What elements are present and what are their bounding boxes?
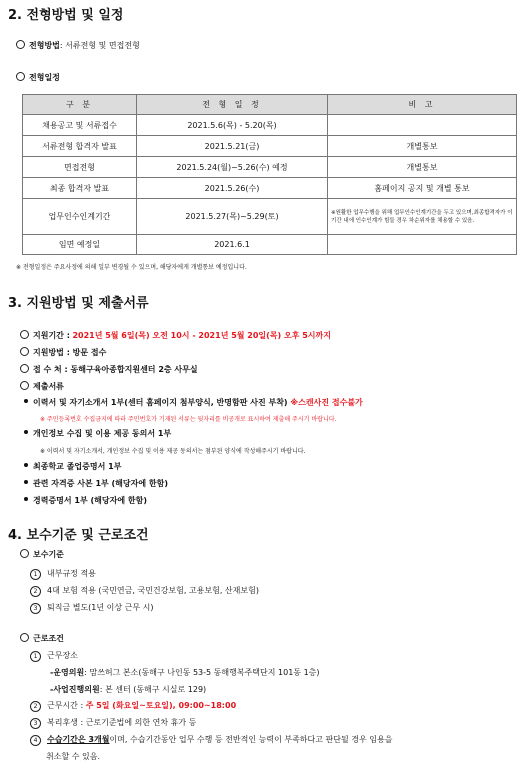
work-item (30, 717, 196, 729)
work-hours: 주 5일 (화요일~토요일), 09:00~18:00 (85, 701, 237, 710)
period-line (20, 330, 331, 341)
doc1-warning: ※스캔사진 접수불가 (290, 398, 363, 407)
circle-bullet-icon (16, 40, 25, 49)
table-cell: 2021.5.27(목)~5.29(토) (137, 199, 328, 235)
table-cell: 개별통보 (328, 157, 517, 178)
table-cell: 최종 합격자 발표 (23, 178, 137, 199)
circle-bullet-icon (20, 347, 29, 356)
circle-bullet-icon (20, 549, 29, 558)
work-text: 근무장소 (47, 651, 78, 660)
period-value: 2021년 5월 6일(목) 오전 10시 - 2021년 5월 20일(목) 오후 5시까지 (72, 331, 331, 340)
place-line (20, 364, 198, 375)
doc-item (24, 461, 121, 472)
pay-item (30, 585, 259, 597)
table-cell (328, 235, 517, 255)
doc-text: 경력증명서 1부 (해당자에 한함) (33, 496, 147, 505)
work-text: 근무시간 : (47, 701, 84, 710)
method-value: : 서류전형 및 면접전형 (59, 41, 140, 50)
table-row (23, 136, 517, 157)
place-text: : 본 센터 (동해구 시실로 129) (99, 685, 207, 694)
bullet-dot-icon (24, 497, 28, 501)
bullet-dot-icon (24, 463, 28, 467)
apply-method: 지원방법 : 방문 접수 (33, 348, 107, 357)
work-place-main (50, 667, 320, 678)
table-header-cell: 구 분 (23, 95, 137, 115)
section-4-title: 4. 보수기준 및 근로조건 (8, 528, 149, 543)
method-label: 전형방법 (29, 41, 60, 50)
work-item (30, 650, 78, 662)
table-cell: 2021.5.21(금) (137, 136, 328, 157)
table-cell: 2021.5.6(목) - 5.20(목) (137, 115, 328, 136)
pay-item (30, 568, 96, 580)
place-label: -사업진행의원 (50, 685, 100, 694)
probation-bold: 수습기간은 3개월 (47, 735, 110, 744)
table-cell: 서류전형 합격자 발표 (23, 136, 137, 157)
apply-place: 접 수 처 : 동해구육아종합지원센터 2층 사무실 (33, 365, 198, 374)
schedule-table (22, 94, 517, 255)
circled-number-icon: 1 (30, 651, 41, 662)
table-cell: 2021.5.24(월)~5.26(수) 예정 (137, 157, 328, 178)
schedule-note: ※ 전형일정은 주요사정에 의해 일부 변경될 수 있으며, 해당자에게 개별통보 예정입니다. (16, 264, 247, 271)
pay-label-line (20, 549, 64, 560)
place-text: : 맘쓰허그 본소(동해구 나인동 53-5 동해행복주택단지 101동 1층) (84, 668, 320, 677)
bullet-dot-icon (24, 480, 28, 484)
circled-number-icon: 1 (30, 569, 41, 580)
doc-item (24, 478, 168, 489)
doc-text: 최종학교 졸업증명서 1부 (33, 462, 122, 471)
circle-bullet-icon (20, 364, 29, 373)
table-cell: 개별통보 (328, 136, 517, 157)
doc-item (24, 397, 363, 408)
doc-item (24, 495, 147, 506)
method-apply-line (20, 347, 106, 358)
section-3-title: 3. 지원방법 및 제출서류 (8, 296, 149, 311)
table-cell: 업무인수인계기간 (23, 199, 137, 235)
work-place-sub (50, 684, 206, 695)
circle-bullet-icon (16, 72, 25, 81)
circled-number-icon: 3 (30, 718, 41, 729)
circled-number-icon: 4 (30, 735, 41, 746)
pay-item (30, 602, 154, 614)
table-cell (328, 115, 517, 136)
table-cell: 2021.6.1 (137, 235, 328, 255)
pay-text: 4대 보험 적용 (국민연금, 국민건강보험, 고용보험, 산재보험) (47, 586, 259, 595)
table-header-cell: 비 고 (328, 95, 517, 115)
section-2-title: 2. 전형방법 및 일정 (8, 8, 124, 23)
work-item (30, 700, 236, 712)
work-label: 근로조건 (33, 634, 64, 643)
bullet-dot-icon (24, 430, 28, 434)
circled-number-icon: 3 (30, 603, 41, 614)
circle-bullet-icon (20, 633, 29, 642)
docs-line (20, 381, 64, 392)
doc-item (24, 428, 171, 439)
work-text: 복리후생 : 근로기준법에 의한 연차 휴가 등 (47, 718, 197, 727)
pay-text: 내부규정 적용 (47, 569, 96, 578)
doc1-note: ※ 주민등록번호 수집금지에 따라 주민번호가 기재된 서류는 뒷자리를 비공개로 표시하여 제출해 주시기 바랍니다. (40, 416, 337, 423)
table-row (23, 199, 517, 235)
table-row (23, 178, 517, 199)
method-line (16, 40, 140, 51)
pay-text: 퇴직금 별도(1년 이상 근무 시) (47, 603, 154, 612)
circle-bullet-icon (20, 330, 29, 339)
doc-text: 관련 자격증 사본 1부 (해당자에 한함) (33, 479, 168, 488)
table-header-row (23, 95, 517, 115)
doc-text: 개인정보 수집 및 이용 제공 동의서 1부 (33, 429, 172, 438)
work-item-cont: 취소할 수 있음. (46, 752, 100, 761)
table-cell: 홈페이지 공지 및 개별 통보 (328, 178, 517, 199)
work-item (30, 734, 392, 746)
circled-number-icon: 2 (30, 701, 41, 712)
table-row (23, 115, 517, 136)
schedule-line (16, 72, 60, 83)
pay-label: 보수기준 (33, 550, 64, 559)
table-header-cell: 전 형 일 정 (137, 95, 328, 115)
bullet-dot-icon (24, 399, 28, 403)
table-cell: 면접전형 (23, 157, 137, 178)
schedule-label: 전형일정 (29, 73, 60, 82)
table-cell-note: ※원활한 업무수행을 위해 업무인수인계기간을 두고 있으며,최종합격자가 이 기간 내에 인수인계가 힘들 경우 차순위자를 채용할 수 있음. (328, 199, 517, 235)
doc-text: 이력서 및 자기소개서 1부(센터 홈페이지 첨부양식, 반명함판 사진 부착) (33, 398, 288, 407)
circle-bullet-icon (20, 381, 29, 390)
work-text: 이며, 수습기간동안 업무 수행 등 전반적인 능력이 부족하다고 판단될 경우 임용을 (109, 735, 393, 744)
place-label: -운영의원 (50, 668, 85, 677)
docs-label: 제출서류 (33, 382, 64, 391)
table-cell: 임면 예정일 (23, 235, 137, 255)
period-label: 지원기간 : (33, 331, 70, 340)
table-cell: 채용공고 및 서류접수 (23, 115, 137, 136)
table-cell: 2021.5.26(수) (137, 178, 328, 199)
work-label-line (20, 633, 64, 644)
circled-number-icon: 2 (30, 586, 41, 597)
table-row (23, 235, 517, 255)
doc2-note: ※ 이력서 및 자기소개서, 개인정보 수집 및 이용 제공 동의서는 첨부된 양식에 작성해주시기 바랍니다. (40, 448, 306, 455)
table-row (23, 157, 517, 178)
